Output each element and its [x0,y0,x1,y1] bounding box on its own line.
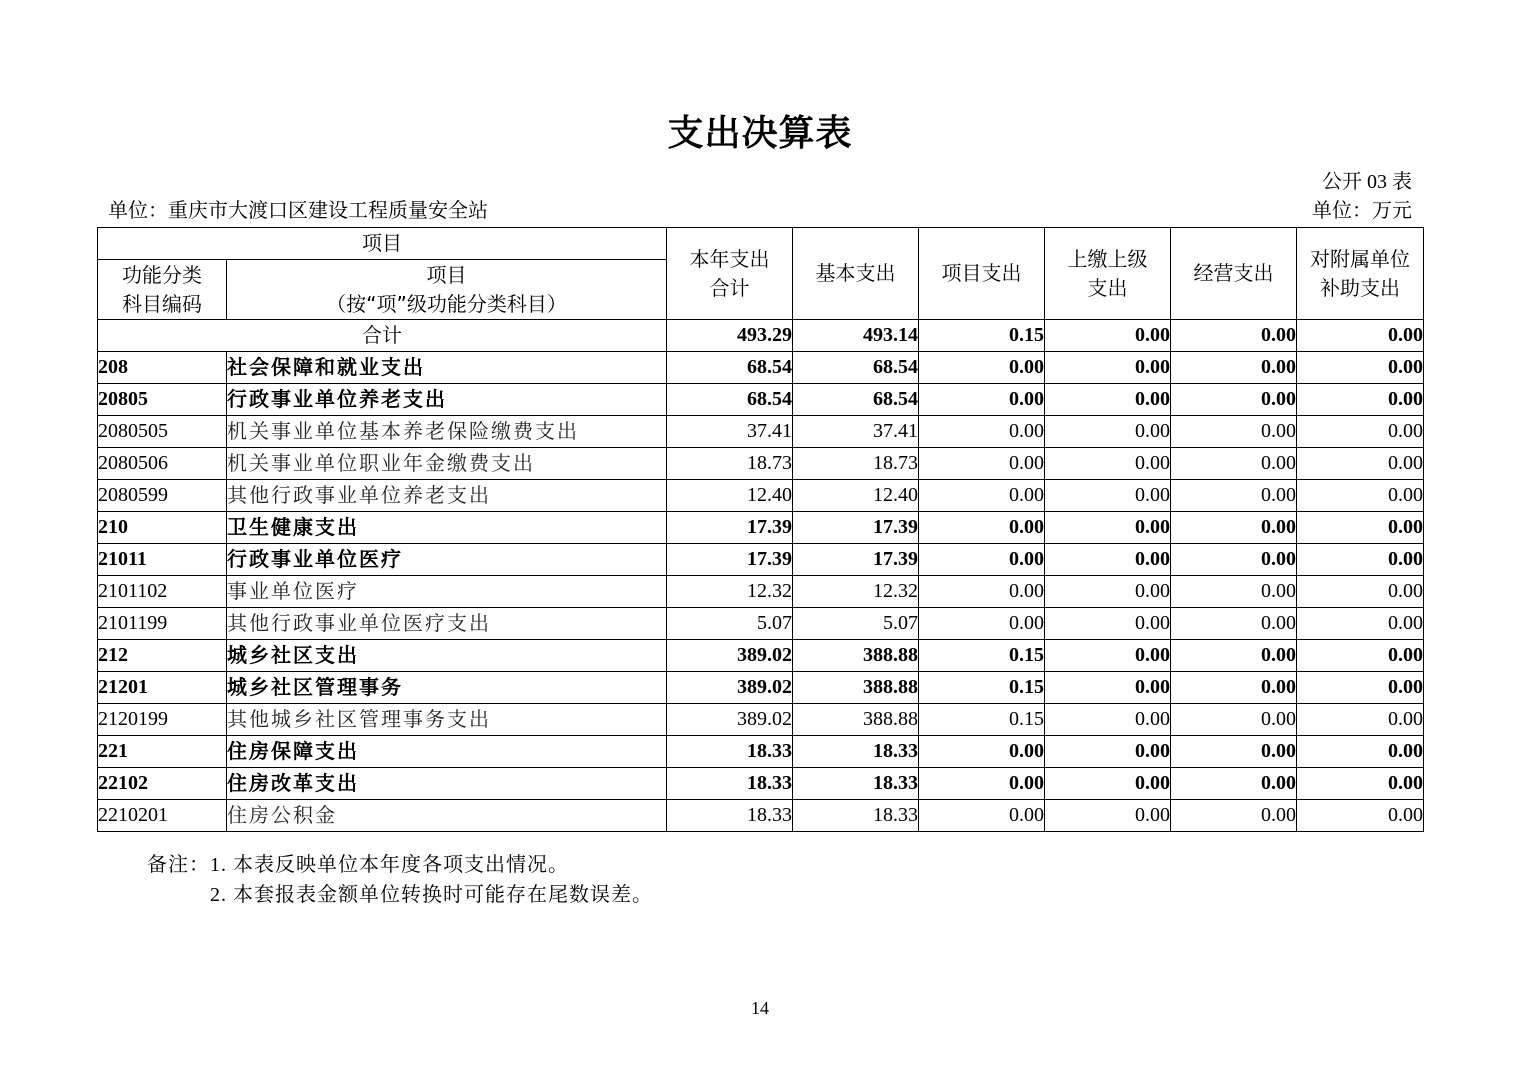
row-value: 0.00 [1297,448,1424,480]
row-value: 18.33 [793,800,919,832]
row-name: 其他城乡社区管理事务支出 [227,704,667,736]
row-value: 0.00 [1297,672,1424,704]
total-value: 493.29 [667,320,793,352]
row-value: 0.00 [1297,576,1424,608]
table-row [98,800,1424,832]
total-value: 0.15 [919,320,1045,352]
row-value: 0.00 [1171,800,1297,832]
row-name: 行政事业单位医疗 [227,544,667,576]
header-operating: 经营支出 [1171,228,1297,320]
row-value: 0.15 [919,640,1045,672]
row-value: 0.00 [1045,544,1171,576]
row-value: 0.00 [1045,384,1171,416]
row-value: 68.54 [793,352,919,384]
row-value: 0.00 [1045,448,1171,480]
row-value: 0.00 [1171,512,1297,544]
row-value: 0.00 [1297,640,1424,672]
row-value: 0.00 [1297,352,1424,384]
row-code: 20805 [98,384,227,416]
row-value: 68.54 [793,384,919,416]
table-row [98,736,1424,768]
row-value: 17.39 [793,512,919,544]
row-code: 208 [98,352,227,384]
row-value: 0.00 [919,416,1045,448]
row-name: 住房公积金 [227,800,667,832]
row-value: 0.00 [1297,512,1424,544]
row-name: 机关事业单位职业年金缴费支出 [227,448,667,480]
table-row [98,480,1424,512]
form-number: 公开 03 表 [1322,171,1412,193]
row-value: 17.39 [793,544,919,576]
row-code: 210 [98,512,227,544]
row-value: 12.40 [667,480,793,512]
row-value: 389.02 [667,640,793,672]
row-code: 21201 [98,672,227,704]
row-name: 行政事业单位养老支出 [227,384,667,416]
row-value: 5.07 [667,608,793,640]
row-value: 0.00 [1171,704,1297,736]
row-value: 18.73 [667,448,793,480]
row-value: 18.33 [667,800,793,832]
row-value: 0.00 [1045,768,1171,800]
header-upper: 上缴上级 支出 [1045,228,1171,320]
row-value: 17.39 [667,544,793,576]
row-name: 住房保障支出 [227,736,667,768]
row-code: 2080506 [98,448,227,480]
row-value: 0.00 [1171,448,1297,480]
row-value: 0.00 [1297,480,1424,512]
row-code: 22102 [98,768,227,800]
row-value: 0.00 [1297,608,1424,640]
row-name: 社会保障和就业支出 [227,352,667,384]
table-row [98,576,1424,608]
row-value: 0.00 [1171,736,1297,768]
total-value: 493.14 [793,320,919,352]
row-value: 37.41 [793,416,919,448]
unit-organization: 单位：重庆市大渡口区建设工程质量安全站 [108,200,488,222]
row-value: 388.88 [793,672,919,704]
row-value: 18.33 [793,768,919,800]
note-line-2: 2. 本套报表金额单位转换时可能存在尾数误差。 [210,884,653,906]
row-value: 0.00 [919,800,1045,832]
row-code: 2210201 [98,800,227,832]
page-title: 支出决算表 [667,113,853,154]
row-value: 0.00 [1171,768,1297,800]
unit-currency: 单位：万元 [1312,200,1412,222]
row-code: 221 [98,736,227,768]
header-total: 本年支出 合计 [667,228,793,320]
row-code: 212 [98,640,227,672]
row-value: 0.00 [1171,576,1297,608]
row-value: 0.00 [919,736,1045,768]
table-row [98,352,1424,384]
header-code: 功能分类 科目编码 [98,260,227,320]
row-value: 0.00 [1297,800,1424,832]
row-value: 0.00 [1045,672,1171,704]
table-row [98,704,1424,736]
row-value: 0.00 [919,480,1045,512]
row-value: 0.00 [919,608,1045,640]
row-code: 2080599 [98,480,227,512]
row-name: 城乡社区管理事务 [227,672,667,704]
row-value: 388.88 [793,704,919,736]
table-body [98,320,1424,832]
table-row [98,640,1424,672]
row-value: 0.00 [1297,416,1424,448]
row-value: 0.00 [919,448,1045,480]
header-project: 项目 [98,228,667,260]
row-value: 0.00 [919,384,1045,416]
row-value: 0.00 [1045,480,1171,512]
row-value: 0.00 [1171,640,1297,672]
row-value: 0.00 [919,512,1045,544]
row-name: 事业单位医疗 [227,576,667,608]
row-value: 0.00 [1045,640,1171,672]
row-value: 0.00 [1171,672,1297,704]
row-name: 城乡社区支出 [227,640,667,672]
row-name: 其他行政事业单位养老支出 [227,480,667,512]
table-row [98,768,1424,800]
row-value: 68.54 [667,352,793,384]
header-name: 项目 （按“项”级功能分类科目） [227,260,667,320]
row-value: 0.00 [1045,736,1171,768]
row-value: 0.00 [919,576,1045,608]
row-value: 12.32 [793,576,919,608]
note-line-1: 备注：1. 本表反映单位本年度各项支出情况。 [147,854,569,876]
expenditure-table [97,227,1424,832]
row-value: 0.00 [1297,384,1424,416]
total-row [98,320,1424,352]
row-value: 18.73 [793,448,919,480]
row-value: 388.88 [793,640,919,672]
row-name: 卫生健康支出 [227,512,667,544]
row-value: 0.00 [1171,384,1297,416]
total-value: 0.00 [1297,320,1424,352]
row-value: 0.00 [1297,544,1424,576]
row-value: 0.00 [1171,352,1297,384]
row-value: 0.00 [1045,416,1171,448]
total-label: 合计 [98,320,667,352]
table-row [98,512,1424,544]
table-row [98,416,1424,448]
row-value: 68.54 [667,384,793,416]
row-value: 0.00 [1171,480,1297,512]
row-value: 18.33 [793,736,919,768]
row-name: 住房改革支出 [227,768,667,800]
total-value: 0.00 [1045,320,1171,352]
row-value: 389.02 [667,672,793,704]
row-name: 机关事业单位基本养老保险缴费支出 [227,416,667,448]
row-value: 0.00 [1171,416,1297,448]
row-value: 0.00 [1045,704,1171,736]
row-value: 18.33 [667,768,793,800]
row-value: 5.07 [793,608,919,640]
header-subsidy: 对附属单位 补助支出 [1297,228,1424,320]
row-value: 18.33 [667,736,793,768]
row-value: 0.15 [919,704,1045,736]
row-value: 0.00 [1045,512,1171,544]
row-code: 2101199 [98,608,227,640]
row-value: 37.41 [667,416,793,448]
row-value: 389.02 [667,704,793,736]
header-basic: 基本支出 [793,228,919,320]
row-value: 0.00 [1045,576,1171,608]
table-row [98,448,1424,480]
row-value: 0.00 [919,544,1045,576]
row-value: 0.00 [1297,768,1424,800]
row-value: 12.32 [667,576,793,608]
row-value: 0.00 [1045,800,1171,832]
row-value: 0.00 [1045,608,1171,640]
row-code: 2080505 [98,416,227,448]
table-row [98,672,1424,704]
row-code: 21011 [98,544,227,576]
row-value: 0.00 [1297,704,1424,736]
row-value: 0.00 [1045,352,1171,384]
row-value: 0.00 [1171,544,1297,576]
row-value: 0.00 [1297,736,1424,768]
row-value: 0.00 [919,768,1045,800]
row-value: 17.39 [667,512,793,544]
table-row [98,608,1424,640]
table-row [98,384,1424,416]
row-name: 其他行政事业单位医疗支出 [227,608,667,640]
row-value: 0.15 [919,672,1045,704]
row-code: 2101102 [98,576,227,608]
page-number: 14 [751,998,769,1018]
row-value: 0.00 [1171,608,1297,640]
row-code: 2120199 [98,704,227,736]
total-value: 0.00 [1171,320,1297,352]
header-project-expense: 项目支出 [919,228,1045,320]
row-value: 0.00 [919,352,1045,384]
table-row [98,544,1424,576]
notes [147,850,653,910]
row-value: 12.40 [793,480,919,512]
